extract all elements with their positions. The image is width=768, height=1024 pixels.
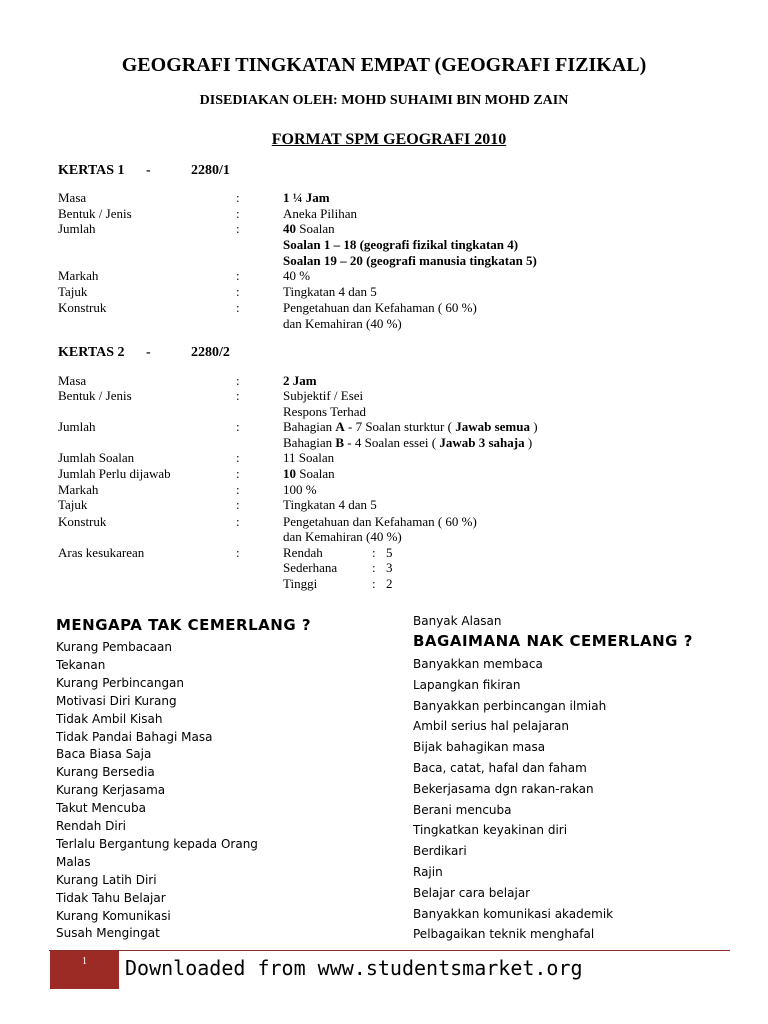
format-title: FORMAT SPM GEOGRAFI 2010	[271, 131, 507, 148]
footer-download-text: Downloaded from www.studentsmarket.org	[125, 956, 583, 980]
spec-value	[283, 419, 538, 435]
spec-colon: :	[236, 497, 240, 512]
kertas2-heading	[58, 345, 230, 361]
list-item: Tekanan	[56, 657, 106, 672]
list-item: Kurang Komunikasi	[56, 908, 171, 923]
bahagian-a-bold: Jawab semua	[455, 419, 530, 434]
list-item: Berani mencuba	[413, 802, 512, 817]
spec-colon: :	[236, 268, 240, 283]
bahagian-a-pre: Bahagian	[283, 419, 336, 434]
spec-label: Bentuk / Jenis	[58, 206, 132, 221]
prepared-by: DISEDIAKAN OLEH: MOHD SUHAIMI BIN MOHD ZAIN	[199, 93, 569, 108]
spec-value: dan Kemahiran (40 %)	[283, 316, 402, 331]
bahagian-b-bold: Jawab 3 sahaja	[439, 435, 525, 450]
spec-value: Soalan 19 – 20 (geografi manusia tingkatan 5)	[283, 253, 537, 268]
list-item: Rendah Diri	[56, 819, 127, 833]
spec-label: Markah	[58, 268, 99, 283]
spec-value: Tingkatan 4 dan 5	[283, 284, 377, 299]
spec-value: 2 Jam	[283, 373, 317, 388]
spec-value	[283, 221, 335, 237]
bahagian-a-letter: A	[335, 419, 345, 434]
spec-value: Soalan 1 – 18 (geografi fizikal tingkatan 4)	[283, 237, 519, 252]
spec-colon: :	[236, 419, 240, 434]
aras-value: 3	[386, 560, 393, 575]
list-item: Tidak Tahu Belajar	[56, 890, 166, 905]
list-item: Baca, catat, hafal dan faham	[413, 761, 587, 775]
list-item: Kurang Bersedia	[56, 765, 155, 780]
list-item: Motivasi Diri Kurang	[56, 693, 177, 708]
how-to-excellent-list	[413, 632, 693, 650]
list-item: Baca Biasa Saja	[56, 747, 152, 762]
list-item: Bijak bahagikan masa	[413, 740, 546, 755]
list-item: Kurang Kerjasama	[56, 783, 166, 798]
spec-value: 100 %	[283, 482, 317, 497]
aras-value: 5	[386, 545, 393, 560]
spec-colon: :	[236, 284, 240, 299]
bahagian-b-mid: - 4 Soalan essei (	[344, 435, 440, 450]
spec-label: Jumlah Soalan	[58, 450, 135, 465]
spec-value: 40 %	[283, 268, 311, 283]
footer-rule	[49, 950, 730, 951]
list-item: Belajar cara belajar	[413, 885, 531, 900]
kertas1-heading	[58, 163, 230, 179]
page-number-box	[50, 951, 119, 989]
aras-level: Tinggi	[283, 576, 318, 591]
bahagian-a-end: )	[529, 419, 538, 434]
spec-value: 1 ¼ Jam	[283, 190, 330, 205]
spec-label: Jumlah Perlu dijawab	[58, 466, 171, 481]
kertas2-dash: -	[146, 345, 151, 360]
spec-colon: :	[236, 388, 240, 403]
bahagian-a-mid: - 7 Soalan sturktur (	[344, 419, 456, 434]
spec-value: Pengetahuan dan Kefahaman ( 60 %)	[283, 300, 477, 315]
spec-colon: :	[236, 300, 240, 315]
aras-colon: :	[372, 576, 376, 591]
left-list-heading: MENGAPA TAK CEMERLANG ?	[56, 616, 312, 634]
spec-label: Masa	[58, 373, 87, 388]
spec-value: dan Kemahiran (40 %)	[283, 529, 402, 544]
why-not-excellent-list	[56, 616, 311, 634]
page-title: GEOGRAFI TINGKATAN EMPAT (GEOGRAFI FIZIKAL)	[121, 54, 647, 76]
spec-colon: :	[236, 514, 240, 529]
list-item: Takut Mencuba	[56, 801, 146, 816]
jumlah-number: 40	[283, 221, 296, 236]
list-item: Banyakkan komunikasi akademik	[413, 906, 614, 921]
spec-value: 11 Soalan	[283, 450, 335, 465]
spec-label: Masa	[58, 190, 87, 205]
spec-value: Tingkatan 4 dan 5	[283, 497, 377, 512]
spec-label: Jumlah	[58, 221, 96, 236]
aras-level: Sederhana	[283, 560, 338, 575]
aras-value: 2	[386, 576, 393, 591]
spec-value: Subjektif / Esei	[283, 388, 364, 403]
jumlah-unit: Soalan	[296, 221, 335, 236]
bahagian-b-pre: Bahagian	[283, 435, 336, 450]
spec-value: Respons Terhad	[283, 404, 366, 419]
list-item: Kurang Pembacaan	[56, 640, 172, 654]
spec-colon: :	[236, 206, 240, 221]
right-list-top-note: Banyak Alasan	[413, 614, 502, 628]
kertas2-code: 2280/2	[191, 345, 230, 360]
aras-colon: :	[372, 560, 376, 575]
list-item: Pelbagaikan teknik menghafal	[413, 927, 595, 942]
list-item: Rajin	[413, 865, 443, 879]
spec-colon: :	[236, 466, 240, 481]
perlu-number: 10	[283, 466, 296, 481]
list-item: Bekerjasama dgn rakan-rakan	[413, 781, 594, 796]
list-item: Berdikari	[413, 844, 467, 859]
list-item: Susah Mengingat	[56, 926, 160, 941]
list-item: Ambil serius hal pelajaran	[413, 719, 569, 734]
list-item: Banyakkan perbincangan ilmiah	[413, 698, 607, 713]
bahagian-b-letter: B	[335, 435, 345, 450]
kertas1-code: 2280/1	[191, 163, 230, 178]
spec-label: Bentuk / Jenis	[58, 388, 132, 403]
list-item: Banyakkan membaca	[413, 657, 543, 671]
list-item: Kurang Latih Diri	[56, 872, 157, 887]
spec-label: Konstruk	[58, 514, 107, 529]
kertas1-dash: -	[146, 163, 151, 178]
kertas2-name: KERTAS 2	[58, 345, 125, 360]
list-item: Kurang Perbincangan	[56, 675, 185, 690]
spec-label: Konstruk	[58, 300, 107, 315]
aras-colon: :	[372, 545, 376, 560]
list-item: Terlalu Bergantung kepada Orang	[56, 836, 258, 851]
spec-label: Tajuk	[58, 284, 88, 299]
list-item: Tingkatkan keyakinan diri	[413, 823, 568, 838]
spec-colon: :	[236, 450, 240, 465]
perlu-unit: Soalan	[296, 466, 335, 481]
spec-value: Pengetahuan dan Kefahaman ( 60 %)	[283, 514, 477, 529]
spec-colon: :	[236, 482, 240, 497]
spec-value	[283, 435, 532, 451]
spec-label: Tajuk	[58, 497, 88, 512]
page-number: 1	[82, 956, 87, 967]
spec-colon: :	[236, 545, 240, 560]
list-item: Tidak Ambil Kisah	[56, 711, 163, 726]
kertas1-name: KERTAS 1	[58, 163, 125, 178]
spec-label: Aras kesukarean	[58, 545, 145, 560]
spec-colon: :	[236, 373, 240, 388]
right-list-heading: BAGAIMANA NAK CEMERLANG ?	[413, 632, 693, 650]
list-item: Lapangkan fikiran	[413, 677, 521, 692]
spec-value	[283, 466, 335, 482]
spec-value: Aneka Pilihan	[283, 206, 358, 221]
list-item: Tidak Pandai Bahagi Masa	[56, 729, 213, 744]
aras-level: Rendah	[283, 545, 323, 560]
spec-label: Jumlah	[58, 419, 96, 434]
spec-colon: :	[236, 221, 240, 236]
spec-label: Markah	[58, 482, 99, 497]
list-item: Malas	[56, 854, 91, 869]
spec-colon: :	[236, 190, 240, 205]
bahagian-b-end: )	[524, 435, 533, 450]
